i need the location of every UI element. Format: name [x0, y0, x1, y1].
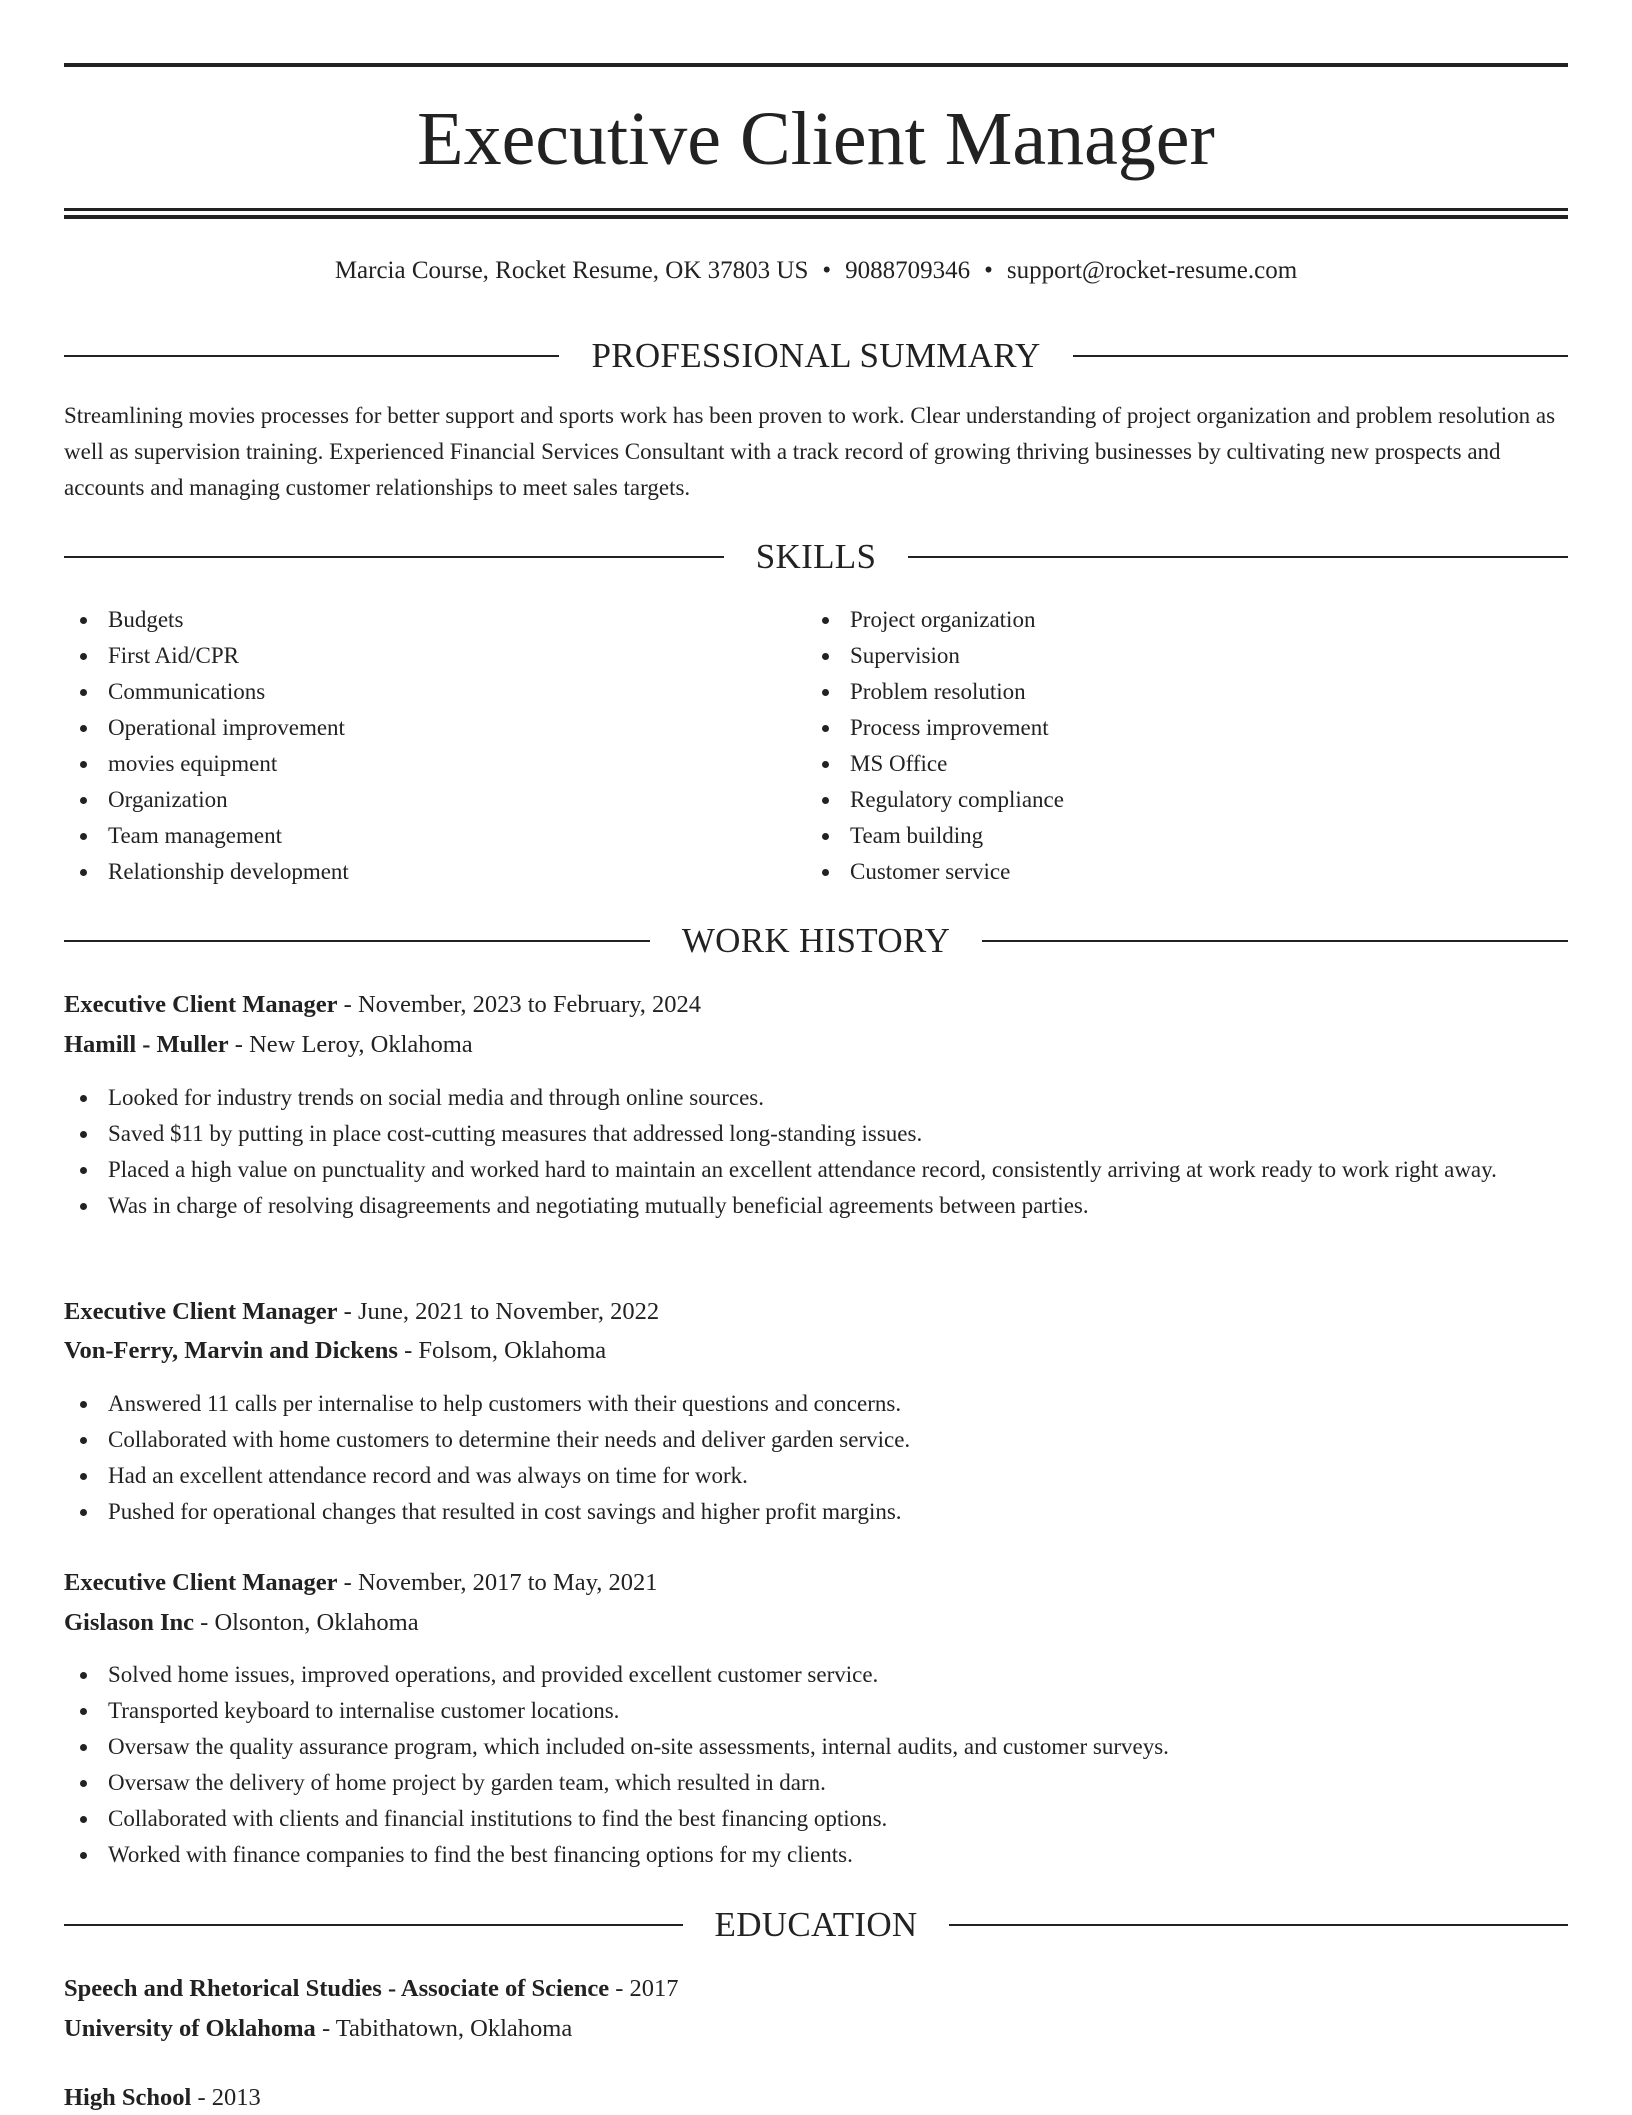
job-location: - Folsom, Oklahoma: [397, 1337, 607, 1364]
skill-item: Communications: [64, 674, 764, 710]
heading-rule: [64, 1924, 683, 1926]
skills-heading-row: [64, 535, 1568, 579]
job-bullet: Collaborated with clients and financial institutions to find the best financing options.: [64, 1801, 1568, 1837]
work-heading: WORK HISTORY: [681, 921, 951, 960]
contact-phone[interactable]: 9088709346: [845, 257, 971, 284]
job-bullet: Pushed for operational changes that resulted in cost savings and higher profit margins.: [64, 1494, 1568, 1530]
job-bullets: [64, 1080, 1568, 1224]
skill-item: Budgets: [64, 602, 764, 638]
skills-heading: SKILLS: [755, 537, 877, 576]
education-degree: High School: [64, 2084, 192, 2111]
job-bullet: Solved home issues, improved operations, and provided excellent customer service.: [64, 1657, 1568, 1693]
education-location: - Tabithatown, Oklahoma: [315, 2015, 573, 2042]
education-year: - 2013: [191, 2084, 261, 2111]
title-top-rule: [64, 63, 1568, 67]
education-school: University of Oklahoma: [64, 2015, 316, 2042]
heading-rule: [982, 940, 1568, 942]
skill-item: Project organization: [806, 602, 1506, 638]
skill-item: Operational improvement: [64, 710, 764, 746]
contact-email[interactable]: support@rocket-resume.com: [1006, 257, 1298, 284]
education-school-line: [64, 2012, 1568, 2046]
job-title: Executive Client Manager: [64, 1298, 338, 1325]
job-bullet: Looked for industry trends on social media and through online sources.: [64, 1080, 1568, 1116]
skill-item: movies equipment: [64, 746, 764, 782]
heading-rule: [1073, 355, 1568, 357]
job-bullet: Had an excellent attendance record and was always on time for work.: [64, 1458, 1568, 1494]
job-title-line: [64, 988, 1568, 1022]
summary-heading: PROFESSIONAL SUMMARY: [591, 336, 1041, 375]
job-bullet: Saved $11 by putting in place cost-cutting measures that addressed long-standing issues.: [64, 1116, 1568, 1152]
education-year: - 2017: [609, 1975, 679, 2002]
page-title: Executive Client Manager: [417, 97, 1215, 181]
job-location: - New Leroy, Oklahoma: [228, 1031, 473, 1058]
summary-heading-row: [64, 334, 1568, 378]
skill-item: Team building: [806, 818, 1506, 854]
skill-item: Team management: [64, 818, 764, 854]
job-bullet: Transported keyboard to internalise customer locations.: [64, 1693, 1568, 1729]
job-bullet: Was in charge of resolving disagreements and negotiating mutually beneficial agreements between parties.: [64, 1188, 1568, 1224]
job-dates: - November, 2023 to February, 2024: [337, 991, 702, 1018]
contact-separator: •: [984, 257, 993, 284]
title-bottom-rule: [64, 208, 1568, 211]
skill-item: Regulatory compliance: [806, 782, 1506, 818]
job-company-line: [64, 1334, 1568, 1368]
job-company: Hamill - Muller: [64, 1031, 229, 1058]
skills-list-left: [64, 602, 764, 890]
title-bottom-rule-2: [64, 215, 1568, 219]
contact-line: [64, 254, 1568, 288]
job-location: - Olsonton, Oklahoma: [194, 1609, 419, 1636]
job-title: Executive Client Manager: [64, 991, 338, 1018]
job-bullets: [64, 1657, 1568, 1873]
job-bullets: [64, 1386, 1568, 1530]
skill-item: Relationship development: [64, 854, 764, 890]
job-title-line: [64, 1566, 1568, 1600]
skill-item: MS Office: [806, 746, 1506, 782]
job-company-line: [64, 1606, 1568, 1640]
skill-item: First Aid/CPR: [64, 638, 764, 674]
education-degree-line: [64, 2081, 1568, 2115]
job-bullet: Collaborated with home customers to determine their needs and deliver garden service.: [64, 1422, 1568, 1458]
job-bullet: Placed a high value on punctuality and worked hard to maintain an excellent attendance record, consistently arriving at work ready to work right away.: [64, 1152, 1568, 1188]
skill-item: Supervision: [806, 638, 1506, 674]
job-company-line: [64, 1028, 1568, 1062]
job-title-line: [64, 1295, 1568, 1329]
education-degree: Speech and Rhetorical Studies - Associate of Science: [64, 1975, 610, 2002]
job-company: Gislason Inc: [64, 1609, 195, 1636]
contact-separator: •: [822, 257, 832, 284]
skill-item: Problem resolution: [806, 674, 1506, 710]
heading-rule: [64, 940, 650, 942]
education-degree-line: [64, 1972, 1568, 2006]
heading-rule: [908, 556, 1568, 558]
job-bullet: Answered 11 calls per internalise to help customers with their questions and concerns.: [64, 1386, 1568, 1422]
skill-item: Process improvement: [806, 710, 1506, 746]
contact-address: Marcia Course, Rocket Resume, OK 37803 US: [334, 257, 809, 284]
job-bullet: Worked with finance companies to find the best financing options for my clients.: [64, 1837, 1568, 1873]
job-bullet: Oversaw the quality assurance program, which included on-site assessments, internal audits, and customer surveys.: [64, 1729, 1568, 1765]
skill-item: Organization: [64, 782, 764, 818]
job-company: Von-Ferry, Marvin and Dickens: [64, 1337, 398, 1364]
skill-item: Customer service: [806, 854, 1506, 890]
skills-list-right: [806, 602, 1506, 890]
job-dates: - November, 2017 to May, 2021: [337, 1569, 658, 1596]
job-dates: - June, 2021 to November, 2022: [337, 1298, 660, 1325]
heading-rule: [949, 1924, 1568, 1926]
job-title: Executive Client Manager: [64, 1569, 338, 1596]
heading-rule: [64, 556, 724, 558]
summary-text: Streamlining movies processes for better support and sports work has been proven to work. Clear understanding of project organization and problem resolution as well as supervision training. Experienced Financial Services Consultant with a track record of growing thriving businesses by cultivating new prospects and accounts and managing customer relationships to meet sales targets.: [64, 403, 1556, 500]
work-heading-row: [64, 919, 1568, 963]
job-bullet: Oversaw the delivery of home project by garden team, which resulted in darn.: [64, 1765, 1568, 1801]
education-heading-row: [64, 1903, 1568, 1947]
heading-rule: [64, 355, 559, 357]
education-heading: EDUCATION: [714, 1905, 918, 1944]
